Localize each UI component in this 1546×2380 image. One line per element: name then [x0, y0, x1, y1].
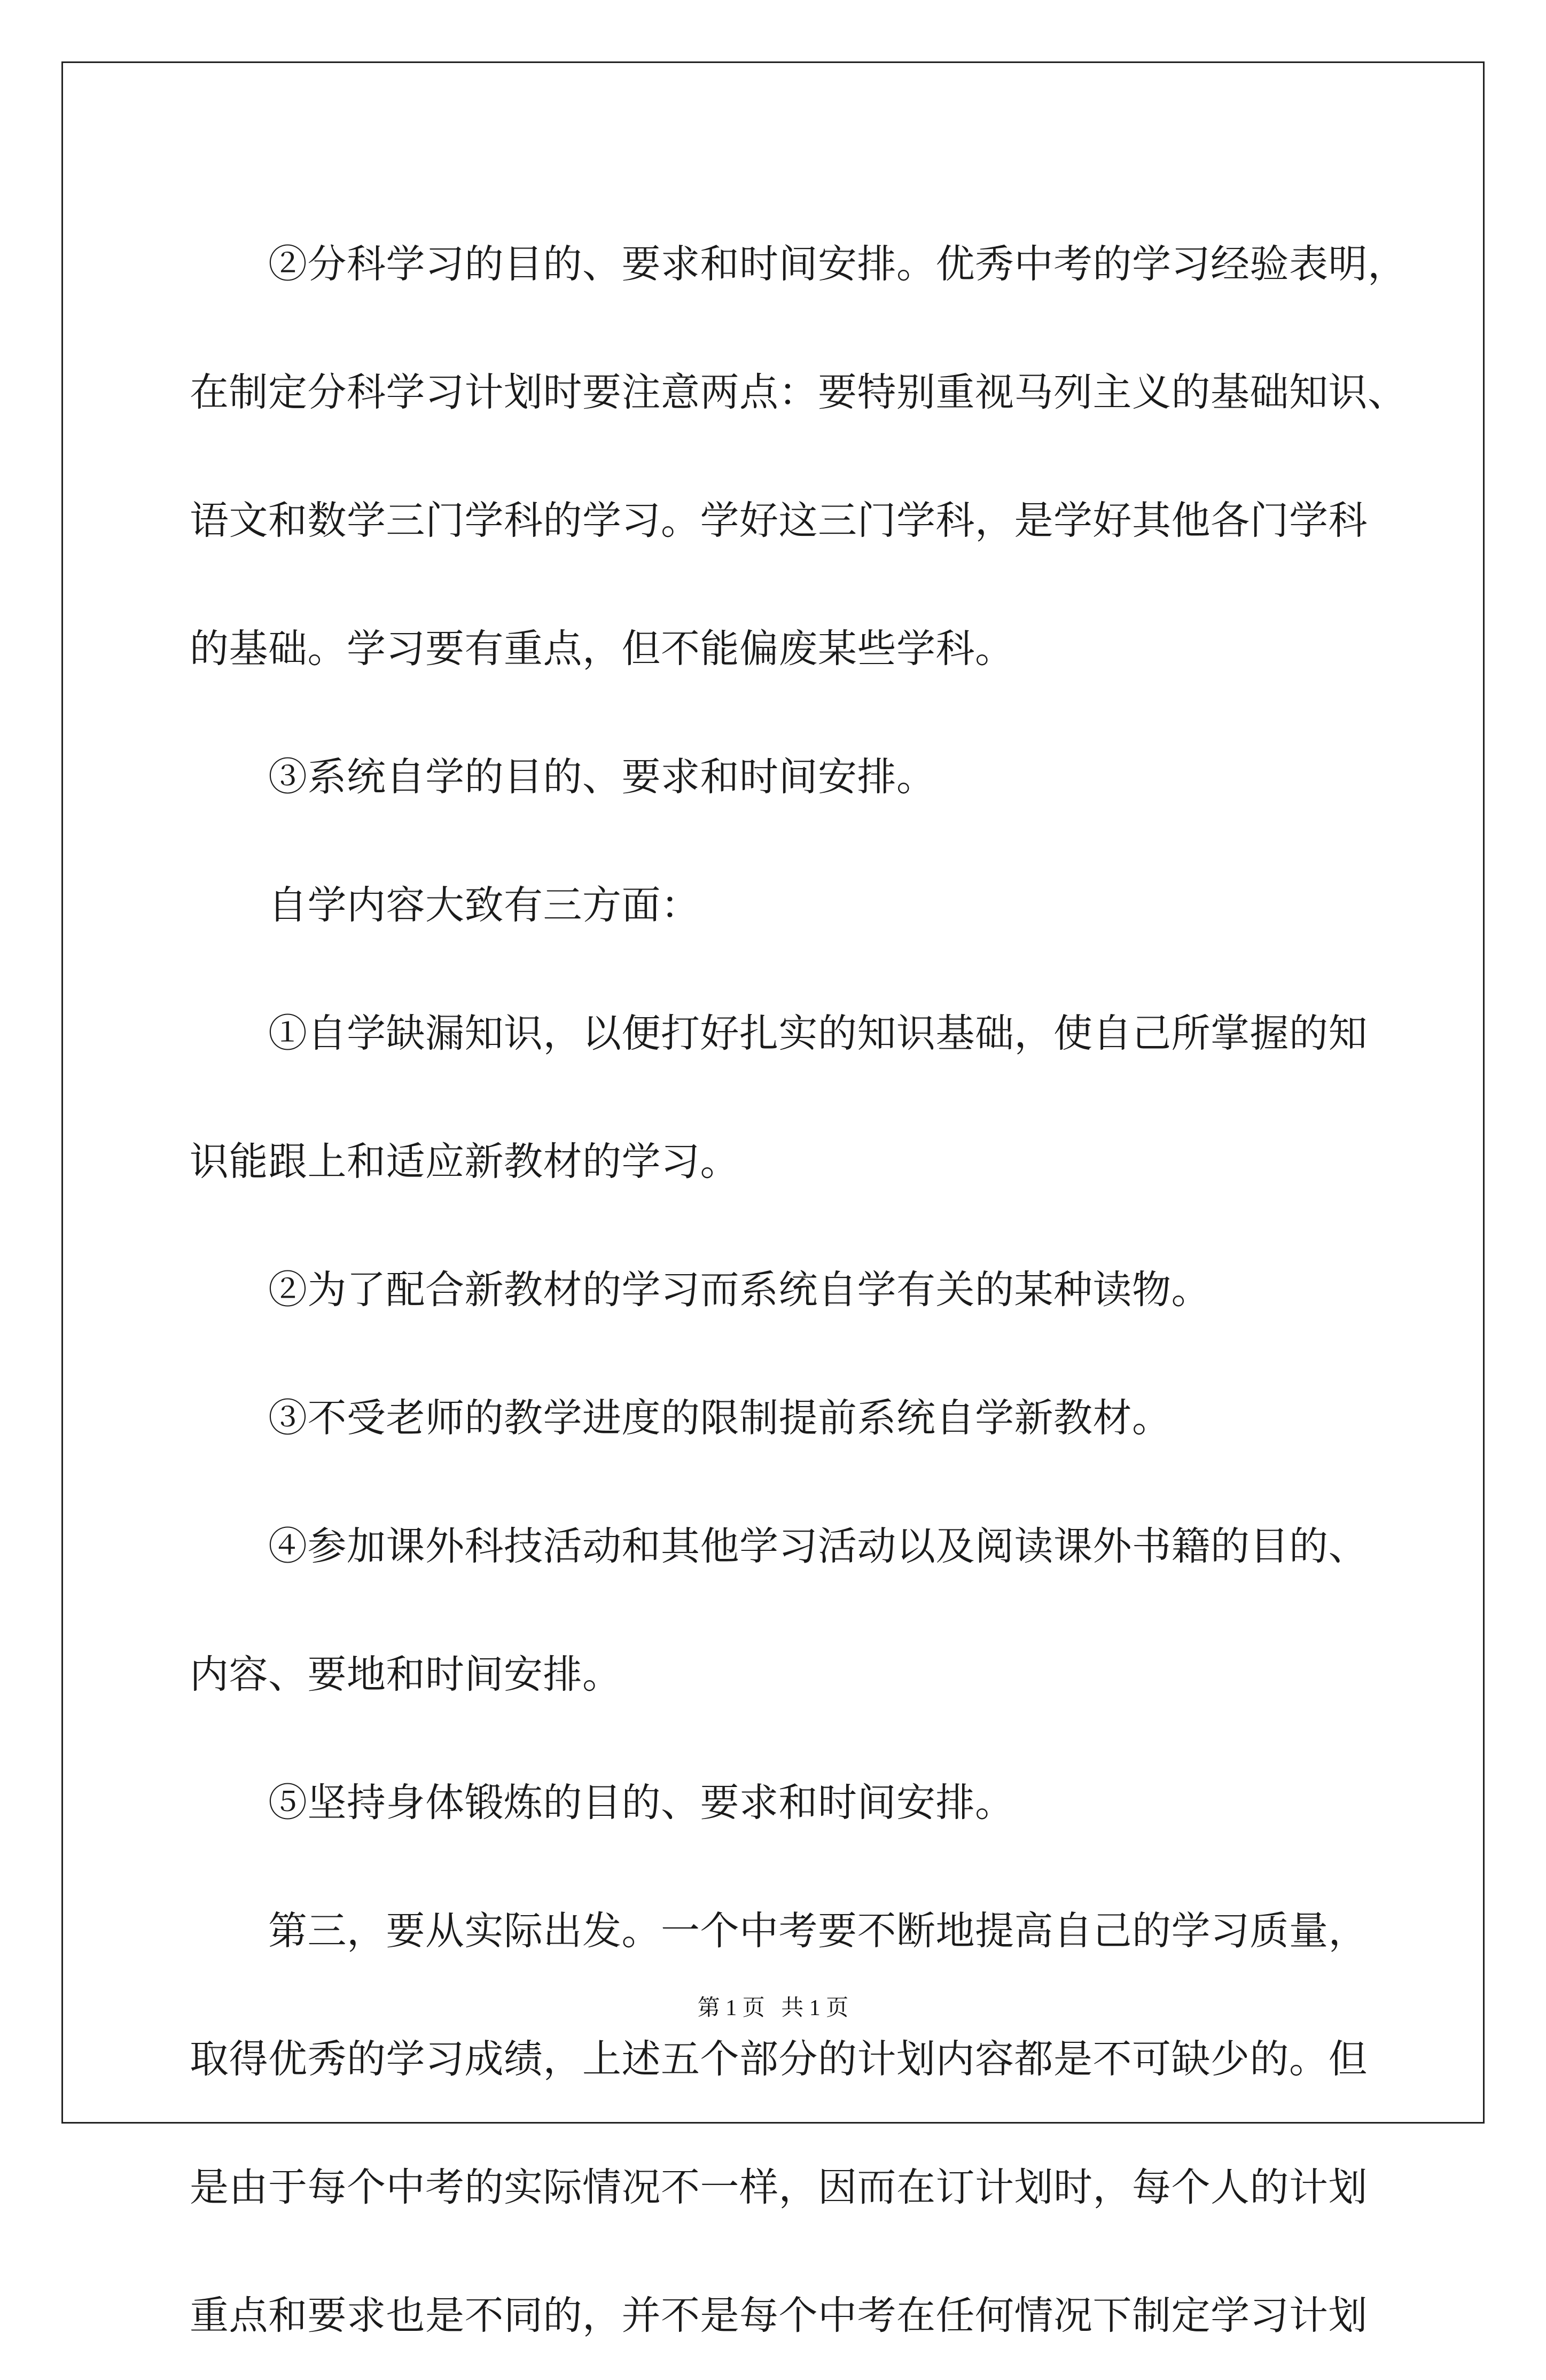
paragraph-item-4	[190, 1482, 1368, 1739]
page-footer	[0, 1990, 1546, 2022]
text-line: 自学内容大致有三方面：	[268, 883, 700, 928]
text-line: 第三，要从实际出发。一个中考要不断地提高自己的学习质量，	[268, 1908, 1368, 1954]
paragraph-item-1	[190, 970, 1368, 1226]
text-line: ④参加课外科技活动和其他学习活动以及阅读课外书籍的目的、	[268, 1524, 1368, 1569]
text-line: 取得优秀的学习成绩，上述五个部分的计划内容都是不可缺少的。但	[190, 2036, 1368, 2082]
paragraph-item-2	[190, 1226, 1365, 1354]
text-line: 语文和数学三门学科的学习。学好这三门学科，是学好其他各门学科	[190, 498, 1368, 543]
text-line: ③系统自学的目的、要求和时间安排。	[268, 754, 936, 800]
paragraph-item-5	[190, 1739, 1365, 1867]
paragraph-self-study-content	[190, 841, 1365, 970]
text-line: ②为了配合新教材的学习而系统自学有关的某种读物。	[268, 1267, 1211, 1313]
text-line: ①自学缺漏知识，以便打好扎实的知识基础，使自己所掌握的知	[268, 1011, 1368, 1056]
paragraph-subject-study	[190, 200, 1407, 713]
paragraph-third-point	[190, 1867, 1368, 2380]
text-line: ③不受老师的教学进度的限制提前系统自学新教材。	[268, 1395, 1172, 1441]
text-line: 是由于每个中考的实际情况不一样，因而在订计划时，每个人的计划	[190, 2165, 1368, 2210]
paragraph-self-study	[190, 713, 1365, 841]
page-total: 共 1 页	[781, 1996, 849, 2020]
text-line: 的基础。学习要有重点，但不能偏废某些学科。	[190, 626, 1014, 672]
paragraph-item-3	[190, 1354, 1365, 1482]
text-line: 识能跟上和适应新教材的学习。	[190, 1139, 739, 1184]
text-line: ②分科学习的目的、要求和时间安排。优秀中考的学习经验表明，	[268, 241, 1407, 287]
text-line: 重点和要求也是不同的，并不是每个中考在任何情况下制定学习计划	[190, 2293, 1368, 2338]
text-line: 在制定分科学习计划时要注意两点：要特别重视马列主义的基础知识、	[190, 370, 1407, 415]
text-line: ⑤坚持身体锻炼的目的、要求和时间安排。	[268, 1780, 1014, 1825]
text-line: 内容、要地和时间安排。	[190, 1652, 622, 1697]
document-body	[190, 200, 1407, 2380]
page-number: 第 1 页	[697, 1996, 765, 2020]
